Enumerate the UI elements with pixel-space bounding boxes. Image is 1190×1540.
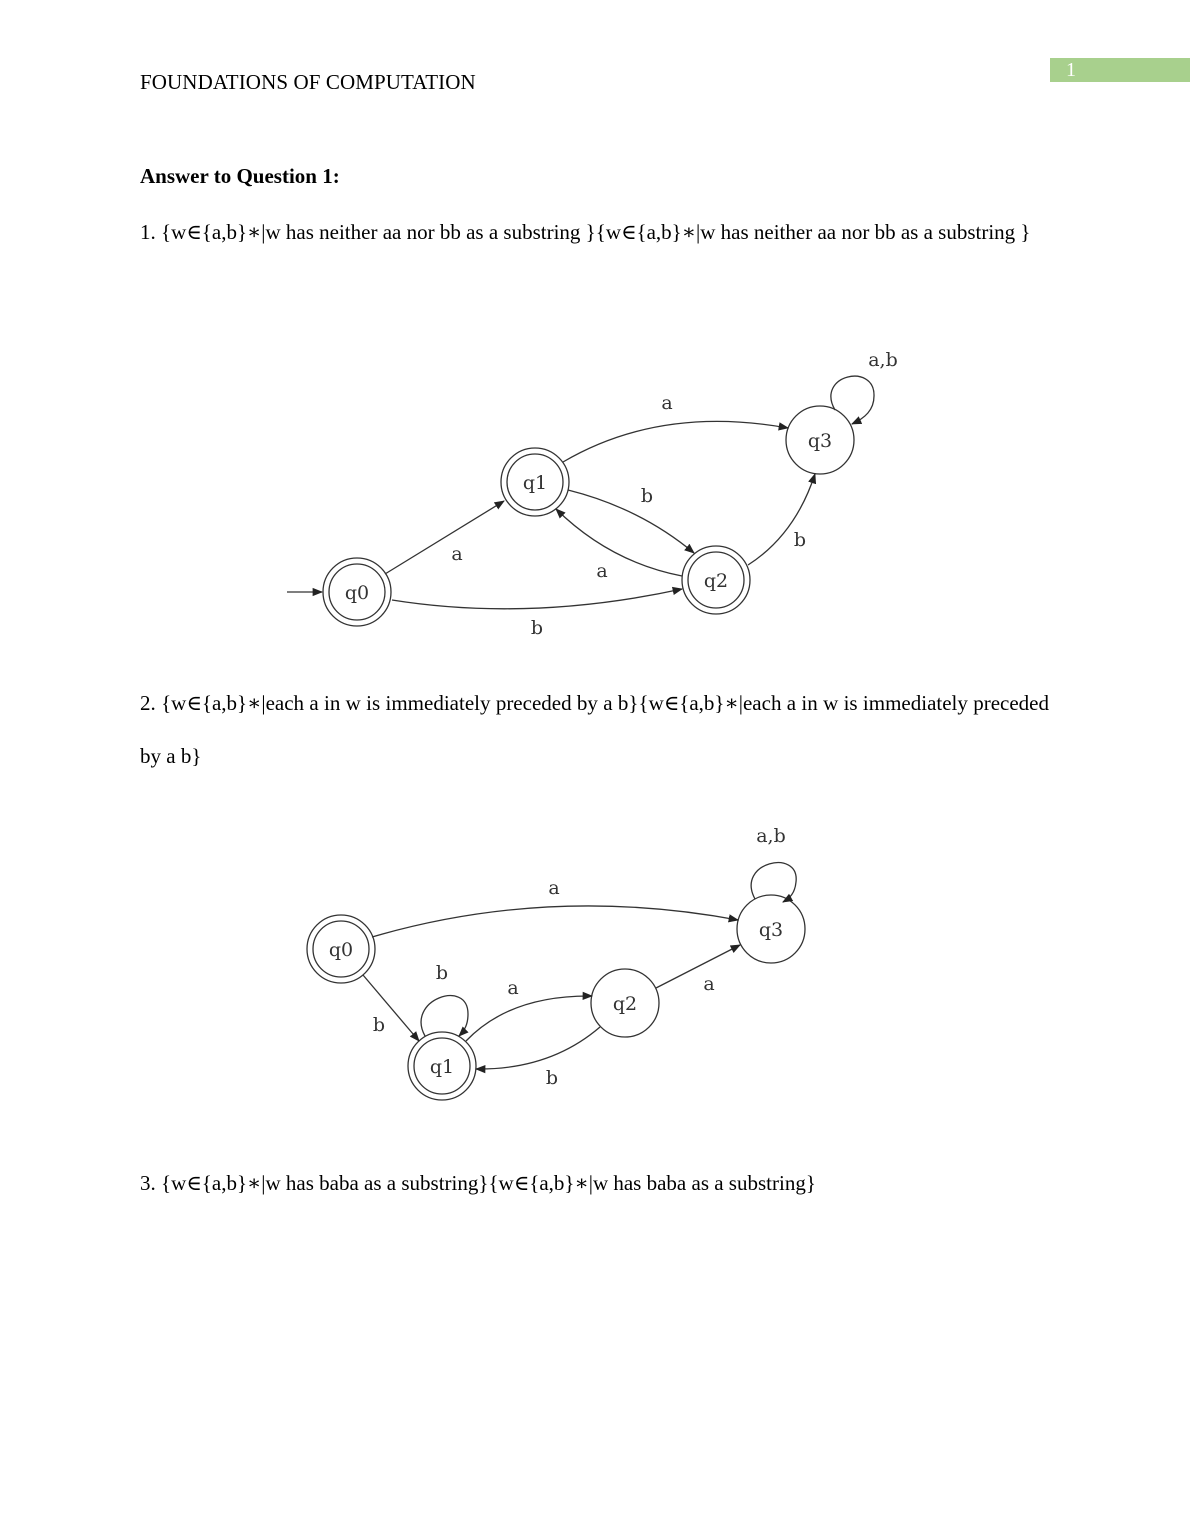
d2-edge-label-q1-loop: b xyxy=(435,962,449,984)
d2-label-q0: q0 xyxy=(328,939,354,961)
d2-edge-label-q3-loop: a,b xyxy=(756,825,786,847)
d1-edge-label-q2-q3: b xyxy=(793,529,807,551)
d2-edge-q1-q2 xyxy=(466,996,592,1041)
d2-edge-q0-q1 xyxy=(363,975,419,1041)
d2-edge-q2-q3 xyxy=(656,945,740,988)
d1-label-q0: q0 xyxy=(344,582,370,604)
d1-edge-label-q0-q2: b xyxy=(530,617,544,639)
d1-label-q2: q2 xyxy=(703,570,729,592)
d1-state-q2 xyxy=(682,546,750,614)
d2-edge-label-q2-q1: b xyxy=(545,1067,559,1089)
d1-edge-q0-q1 xyxy=(385,501,504,574)
item-2-text: 2. {w∈{a,b}∗|each a in w is immediately preceded by a b}{w∈{a,b}∗|each a in w is immediately preceded by a b} xyxy=(140,691,1049,768)
d1-edge-q1-q3 xyxy=(563,421,788,462)
d1-label-q1: q1 xyxy=(522,472,548,494)
d2-state-q1 xyxy=(408,1032,476,1100)
d1-state-q1 xyxy=(501,448,569,516)
d1-edge-q3-loop xyxy=(831,376,874,424)
item-1-text: 1. {w∈{a,b}∗|w has neither aa nor bb as a substring }{w∈{a,b}∗|w has neither aa nor bb as a substring } xyxy=(140,220,1031,244)
d1-edge-label-q0-q1: a xyxy=(451,543,463,565)
page-number: 1 xyxy=(1050,58,1190,82)
item-3-text: 3. {w∈{a,b}∗|w has baba as a substring}{w∈{a,b}∗|w has baba as a substring} xyxy=(140,1171,816,1195)
running-head-title: FOUNDATIONS OF COMPUTATION xyxy=(140,70,476,94)
d2-edge-q1-loop xyxy=(421,996,468,1036)
d2-label-q1: q1 xyxy=(429,1056,455,1078)
d2-edge-q3-loop xyxy=(751,863,796,902)
d1-edge-q0-q2 xyxy=(392,589,682,609)
d1-edge-label-q1-q2: b xyxy=(640,485,654,507)
d2-edge-label-q1-q2: a xyxy=(507,977,519,999)
d1-edge-q1-q2 xyxy=(568,490,694,553)
d1-edge-label-q3-loop: a,b xyxy=(868,349,898,371)
d1-edge-label-q1-q3: a xyxy=(661,392,673,414)
d1-label-q3: q3 xyxy=(807,430,833,452)
d2-label-q3: q3 xyxy=(758,919,784,941)
d2-edge-label-q2-q3: a xyxy=(703,973,715,995)
d1-edge-q2-q1 xyxy=(556,509,682,576)
d2-label-q2: q2 xyxy=(612,993,638,1015)
d2-edge-label-q0-q1: b xyxy=(372,1014,386,1036)
d2-state-q2 xyxy=(591,969,659,1037)
d1-edge-label-q2-q1: a xyxy=(596,560,608,582)
d1-state-q3 xyxy=(786,406,854,474)
d2-edge-label-q0-q3: a xyxy=(548,877,560,899)
d2-edge-q2-q1 xyxy=(476,1027,600,1069)
d2-state-q0 xyxy=(307,915,375,983)
d1-edge-q2-q3 xyxy=(748,474,815,565)
d1-state-q0 xyxy=(323,558,391,626)
d2-edge-q0-q3 xyxy=(372,906,738,937)
answer-heading: Answer to Question 1: xyxy=(140,164,340,188)
d2-state-q3 xyxy=(737,895,805,963)
